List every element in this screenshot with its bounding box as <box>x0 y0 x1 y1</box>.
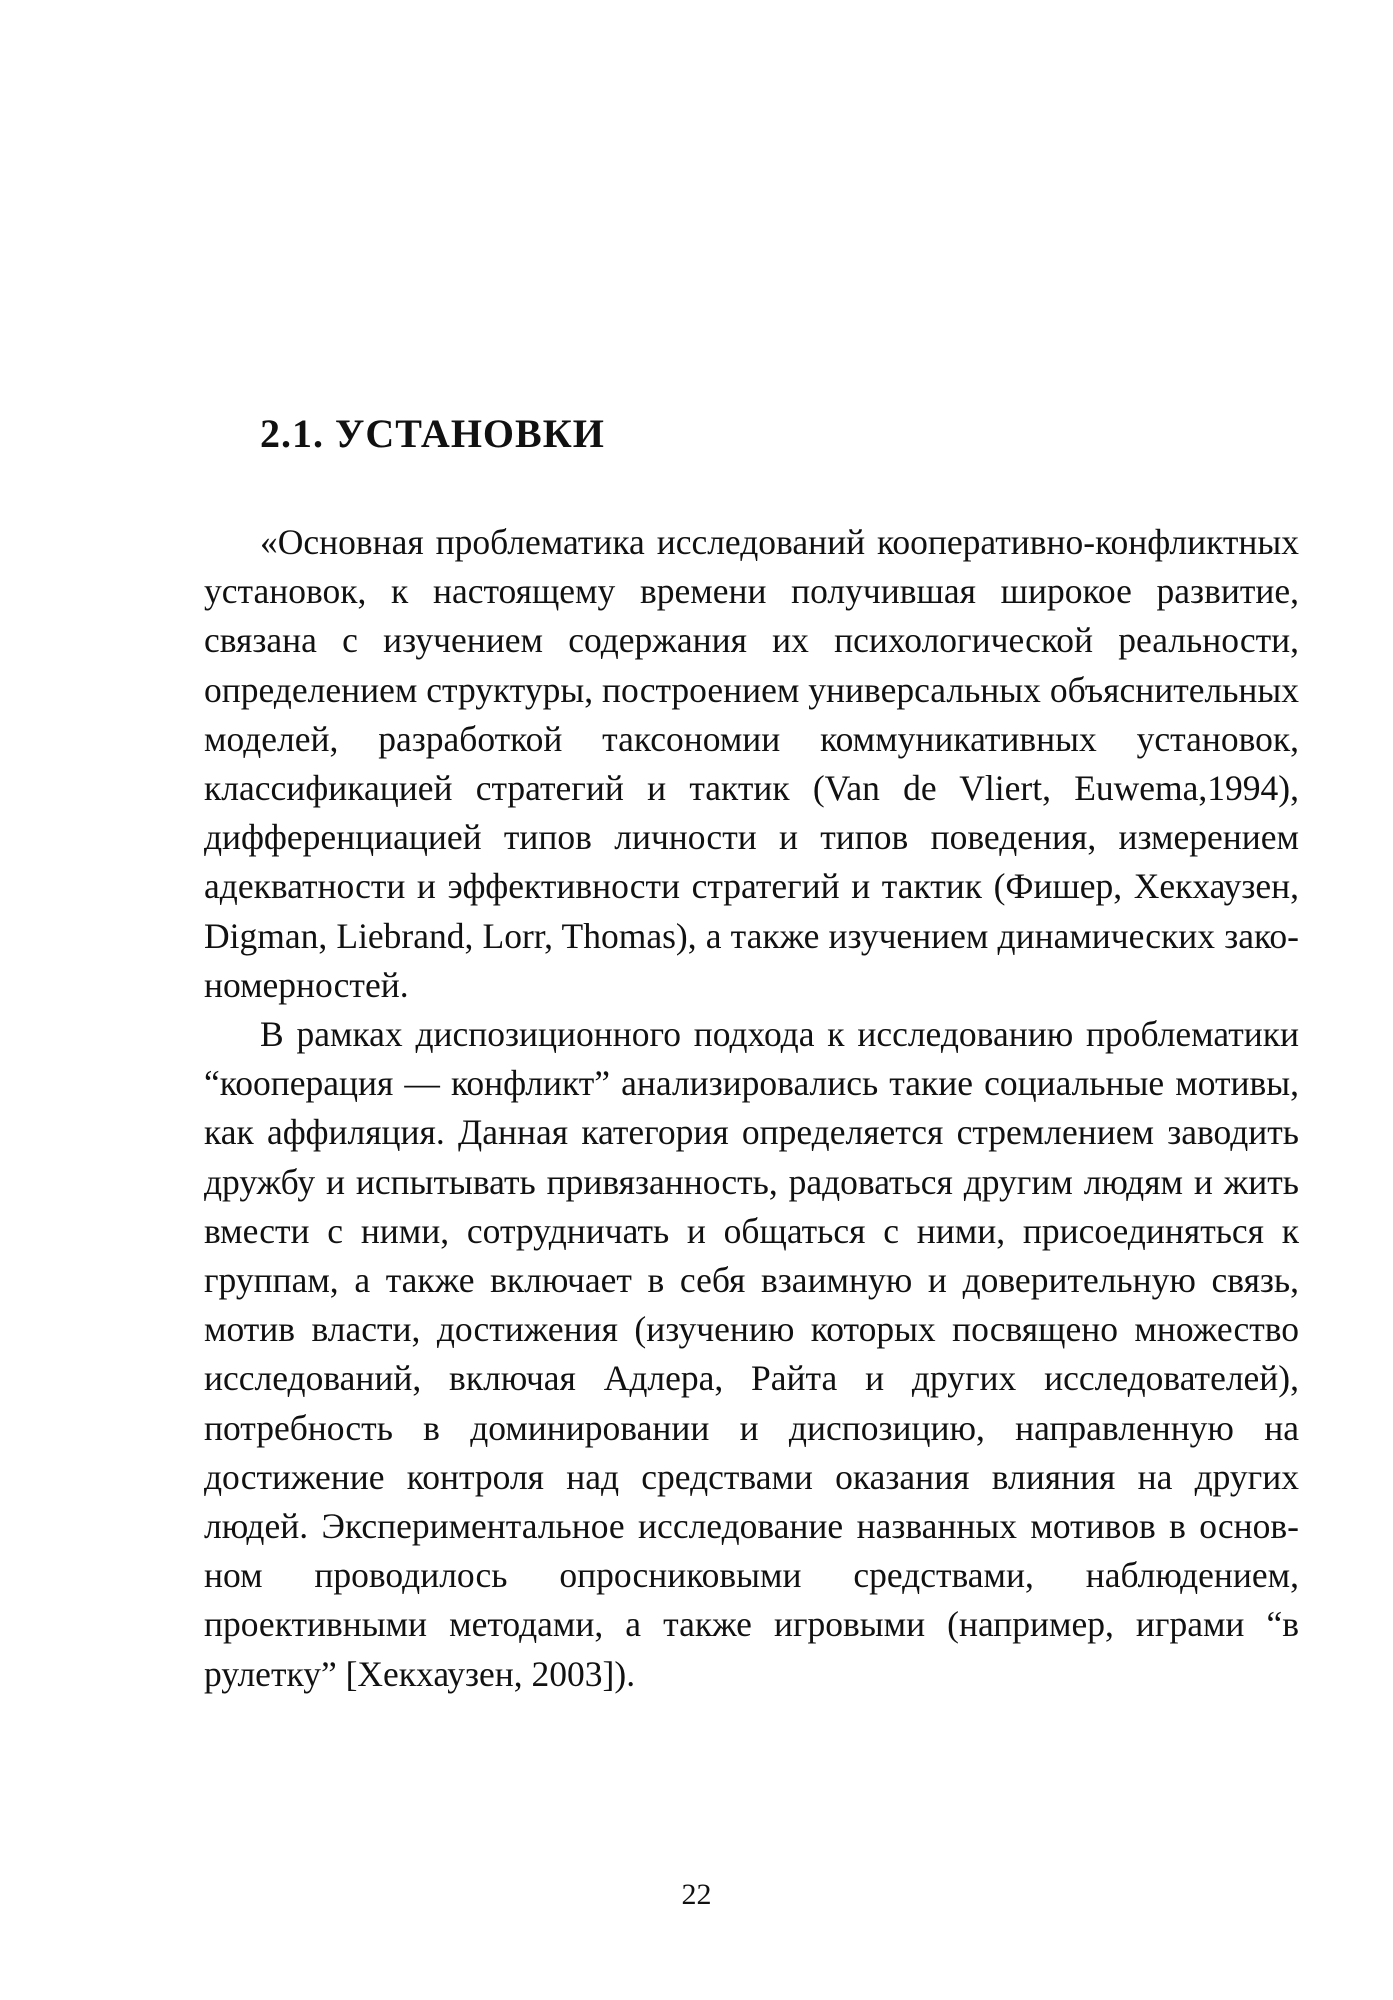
page-number: 22 <box>681 1878 712 1911</box>
section-heading: 2.1. УСТАНОВКИ <box>260 411 605 456</box>
paragraph: В рамках диспозиционного подхода к исследованию проблематики “кооперация — конфликт” анализировались такие социальные мотивы, как аффиляция. Данная категория определяется стремлением заводить дружбу и испытывать привязанность, радоваться другим людям и жить вмести с ними, сотрудничать и общаться с ними, присоединяться к группам, а также включает в себя взаимную и доверительную связь, мотив власти, достижения (изучению которых посвящено множество исследований, включая Адлера, Райта и других исследователей), потребность в доминировании и диспозицию, направленную на достижение контроля над средствами оказания влияния на других людей. Экспериментальное исследование названных мотивов в основном проводилось опросниковыми средствами, наблюдением, проективными методами, а также игровыми (например, играми “в рулетку” [Хекхаузен, 2003]). <box>204 1014 1299 1694</box>
paragraph: «Основная проблематика исследований кооперативно-конфликтных установок, к настоящему времени получившая широкое развитие, связана с изучением содержания их психологической реальности, определением структуры, построением универсальных объяснительных моделей, разработкой таксономии коммуникативных установок, классификацией стратегий и тактик (Van de Vliert, Euwema,1994), дифференциацией типов личности и типов поведения, измерением адекватности и эффективности стратегий и тактик (Фишер, Хекхаузен, Digman, Liebrand, Lorr, Thomas), а также изучением динамических закономерностей. <box>204 522 1299 1005</box>
body-text <box>204 518 1299 1699</box>
